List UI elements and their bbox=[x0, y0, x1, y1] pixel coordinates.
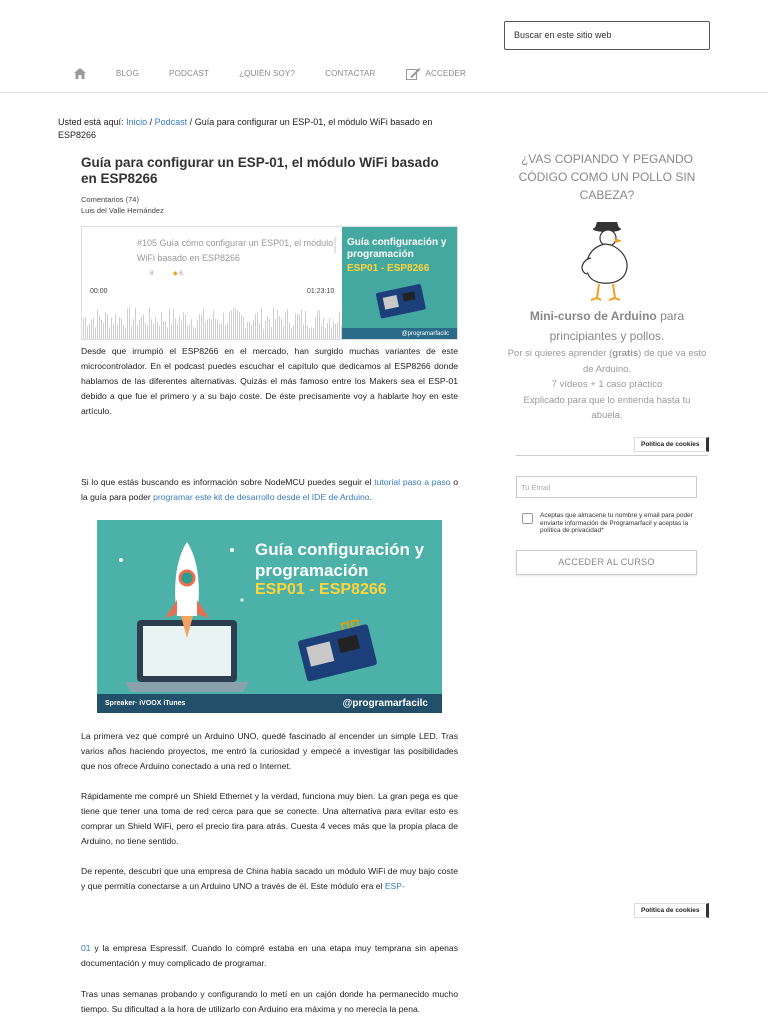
banner-subtitle: ESP01 - ESP8266 bbox=[255, 581, 387, 598]
waveform-bar bbox=[193, 327, 194, 339]
waveform-bar bbox=[183, 312, 184, 339]
waveform-bar bbox=[171, 324, 172, 339]
breadcrumb-current: Guía para configurar un ESP-01, el módulo WiFi basado en ESP8266 bbox=[58, 117, 433, 140]
p5-text: De repente, descubrí que una empresa de China había sacado un módulo WiFi de muy bajo coste y que permitía conectarse a un Arduino UNO a través de él. Este módulo era el bbox=[81, 866, 458, 891]
home-icon[interactable] bbox=[74, 68, 86, 79]
waveform-bar bbox=[141, 317, 142, 339]
consent-checkbox[interactable] bbox=[522, 513, 533, 524]
waveform-bar bbox=[175, 319, 176, 339]
waveform-bar bbox=[125, 328, 126, 339]
episode-cover bbox=[342, 227, 457, 340]
waveform-bar bbox=[237, 310, 238, 339]
waveform-bar bbox=[155, 317, 156, 339]
podcast-player[interactable] bbox=[81, 226, 458, 340]
waveform-bar bbox=[139, 320, 140, 339]
waveform-bar bbox=[191, 319, 192, 339]
waveform-bar bbox=[327, 323, 328, 339]
page-title: Guía para configurar un ESP-01, el módulo WiFi basado en ESP8266 bbox=[81, 155, 439, 186]
paragraph-7: Tras unas semanas probando y configurando lo metí en un cajón donde ha permanecido mucho tiempo. Su dificultad a la hora de utilizarlo con Arduino era máxima y no merecía la pena. bbox=[81, 989, 458, 1014]
waveform-bar bbox=[337, 322, 338, 339]
waveform-bar bbox=[129, 308, 130, 339]
waveform-bar bbox=[127, 308, 128, 339]
waveform-bar bbox=[323, 318, 324, 339]
waveform-bar bbox=[199, 314, 200, 339]
mini-course-rest: para principiantes y pollos. bbox=[549, 309, 685, 343]
waveform-bar bbox=[211, 319, 212, 339]
waveform-bar bbox=[179, 316, 180, 339]
waveform-bar bbox=[261, 308, 262, 339]
tutorial-link[interactable]: tutorial paso a paso bbox=[374, 477, 451, 487]
waveform-bar bbox=[289, 323, 290, 339]
comments-count: 6 bbox=[179, 271, 183, 277]
cover-title: Guía configuración y programación bbox=[347, 237, 447, 260]
star-icon: ◆ bbox=[173, 271, 178, 277]
waveform-bar bbox=[339, 312, 340, 339]
waveform-bar bbox=[101, 320, 102, 339]
waveform-bar bbox=[301, 310, 302, 339]
waveform-bar bbox=[269, 319, 270, 339]
time-start: 00:00 bbox=[90, 288, 108, 295]
article-banner bbox=[97, 520, 442, 713]
waveform-bar bbox=[205, 322, 206, 339]
cookies-button-2[interactable]: Política de cookies bbox=[634, 903, 709, 918]
waveform-bar bbox=[163, 321, 164, 339]
waveform-bar bbox=[207, 319, 208, 339]
consent-text: Aceptas que almacene tu nombre y email para poder enviarte información de Programarfacil y aceptas la política de privacidad* bbox=[540, 512, 693, 534]
waveform-bar bbox=[283, 326, 284, 339]
waveform-bar bbox=[187, 326, 188, 339]
breadcrumb bbox=[58, 116, 448, 142]
p2-text-c: . bbox=[369, 492, 372, 502]
waveform-bar bbox=[115, 314, 116, 339]
waveform-bar bbox=[245, 328, 246, 339]
waveform-bar bbox=[319, 310, 320, 339]
waveform-bar bbox=[235, 309, 236, 339]
waveform-bar bbox=[85, 317, 86, 339]
waveform-bar bbox=[87, 326, 88, 339]
waveform-bar bbox=[329, 318, 330, 339]
waveform-bar bbox=[147, 325, 148, 339]
waveform-bar bbox=[315, 317, 316, 339]
waveform-bar bbox=[247, 322, 248, 339]
waveform-bar bbox=[213, 311, 214, 339]
paragraph-2 bbox=[81, 475, 458, 505]
waveform-bar bbox=[227, 323, 228, 339]
waveform-bar bbox=[215, 319, 216, 339]
waveform-bar bbox=[89, 324, 90, 339]
waveform-bar bbox=[331, 328, 332, 339]
waveform-bar bbox=[305, 311, 306, 339]
waveform-bar bbox=[203, 308, 204, 339]
waveform-bar bbox=[297, 314, 298, 339]
waveform-bar bbox=[281, 319, 282, 339]
waveform-bar bbox=[209, 318, 210, 339]
paragraph-5 bbox=[81, 864, 458, 894]
banner-sources: Spreaker· iVOOX iTunes bbox=[105, 700, 186, 707]
waveform-bar bbox=[221, 324, 222, 339]
cover-subtitle: ESP01 - ESP8266 bbox=[347, 263, 430, 274]
waveform-bar bbox=[95, 327, 96, 339]
sidebar-question: ¿VAS COPIANDO Y PEGANDO CÓDIGO COMO UN POLLO SIN CABEZA? bbox=[518, 152, 696, 202]
nav-acceder-label: ACCEDER bbox=[425, 68, 467, 78]
breadcrumb-home[interactable]: Inicio bbox=[126, 117, 148, 127]
author: Luis del Valle Hernández bbox=[81, 206, 164, 215]
waveform-bar bbox=[257, 313, 258, 339]
waveform-bar bbox=[131, 326, 132, 339]
comments-link[interactable]: Comentarios (74) bbox=[81, 195, 139, 204]
nav-quien-soy[interactable]: ¿QUIÉN SOY? bbox=[239, 68, 296, 78]
waveform-bar bbox=[267, 316, 268, 339]
ide-link[interactable]: programar este kit de desarrollo desde el IDE de Arduino bbox=[153, 492, 370, 502]
waveform-bar bbox=[197, 320, 198, 339]
chicken-illustration bbox=[577, 214, 637, 302]
waveform-bar bbox=[263, 329, 264, 339]
header-divider bbox=[0, 92, 768, 93]
waveform-bar bbox=[113, 324, 114, 339]
waveform-bar bbox=[271, 327, 272, 339]
waveform-bar bbox=[185, 315, 186, 339]
nav-podcast[interactable]: PODCAST bbox=[169, 68, 210, 78]
paragraph-6 bbox=[81, 941, 458, 971]
main-nav bbox=[74, 64, 496, 82]
waveform-bar bbox=[103, 323, 104, 339]
episode-title[interactable]: #105 Guía cómo configurar un ESP01, el módulo WiFi basado en ESP8266 bbox=[137, 238, 334, 263]
desc-bold: gratis bbox=[612, 348, 639, 359]
waveform-bar bbox=[219, 323, 220, 339]
waveform-bar bbox=[119, 317, 120, 339]
waveform-bar bbox=[321, 326, 322, 339]
sidebar-line-3: Explicado para que lo entienda hasta tu abuela. bbox=[523, 394, 691, 421]
sidebar-optin bbox=[507, 150, 707, 424]
waveform-bar bbox=[255, 314, 256, 339]
waveform-bar bbox=[161, 312, 162, 339]
waveform-bar bbox=[285, 312, 286, 339]
waveform-bar bbox=[159, 326, 160, 339]
waveform-bar bbox=[91, 319, 92, 339]
banner-footer bbox=[97, 694, 442, 713]
nav-blog[interactable]: BLOG bbox=[116, 68, 140, 78]
waveform-bar bbox=[275, 319, 276, 339]
waveform-bar bbox=[273, 307, 274, 339]
esp01-module-icon bbox=[372, 282, 432, 322]
waveform-bar bbox=[317, 311, 318, 339]
waveform-bar bbox=[231, 310, 232, 339]
desc-a: Por si quieres aprender ( bbox=[507, 348, 613, 359]
waveform-bar bbox=[109, 327, 110, 339]
waveform-bar bbox=[309, 328, 310, 339]
waveform-bar bbox=[293, 326, 294, 339]
waveform-bar bbox=[83, 318, 84, 339]
waveform-bar bbox=[225, 326, 226, 339]
waveform-bar bbox=[311, 327, 312, 339]
esp01-link-cont[interactable]: 01 bbox=[81, 943, 91, 953]
waveform-bar bbox=[333, 321, 334, 339]
waveform-bar bbox=[195, 328, 196, 339]
waveform-bar bbox=[253, 320, 254, 339]
waveform-bar bbox=[217, 319, 218, 339]
episode-stats bbox=[150, 270, 183, 277]
breadcrumb-sep: / bbox=[149, 117, 153, 127]
search-input[interactable]: Buscar en este sitio web bbox=[504, 21, 710, 50]
mini-course-title: Mini-curso de Arduino bbox=[529, 309, 657, 323]
waveform-bar bbox=[241, 315, 242, 339]
waveform-bar bbox=[107, 315, 108, 339]
waveform-bar bbox=[291, 328, 292, 339]
nav-acceder[interactable] bbox=[406, 67, 467, 80]
waveform-bar bbox=[189, 324, 190, 339]
waveform-bar bbox=[149, 307, 150, 339]
waveform-bar bbox=[279, 316, 280, 339]
waveform-bar bbox=[105, 312, 106, 339]
p6-text: y la empresa Espressif. Cuando lo compré estaba en una etapa muy temprana sin apenas documentación y muy complicado de programar. bbox=[81, 943, 458, 968]
email-field[interactable]: Tu Email bbox=[516, 476, 697, 498]
form-divider bbox=[516, 455, 708, 456]
waveform-bar bbox=[295, 313, 296, 339]
waveform-bar bbox=[123, 325, 124, 339]
p2-text-b: o la guía para poder bbox=[81, 477, 458, 502]
waveform-bar bbox=[277, 310, 278, 339]
waveform-bar bbox=[93, 318, 94, 339]
waveform-bar bbox=[97, 310, 98, 339]
waveform-bar bbox=[177, 324, 178, 339]
privacy-consent bbox=[522, 512, 707, 535]
waveform-bar bbox=[173, 310, 174, 339]
waveform-bar bbox=[157, 322, 158, 339]
cover-handle: @programarfacilc bbox=[342, 328, 457, 340]
time-end: 01:23:10 bbox=[307, 288, 335, 295]
waveform-bar bbox=[229, 312, 230, 339]
article-header bbox=[81, 155, 458, 216]
waveform-bar bbox=[259, 323, 260, 339]
waveform-bar bbox=[265, 321, 266, 339]
sidebar-description bbox=[507, 346, 707, 377]
waveform-bar bbox=[249, 321, 250, 339]
player-brand: Spreaker bbox=[333, 237, 338, 254]
waveform-bar bbox=[143, 314, 144, 339]
sidebar-mini-course bbox=[507, 306, 707, 346]
waveform-bar bbox=[201, 315, 202, 339]
waveform-bar bbox=[117, 326, 118, 339]
waveform-bar bbox=[233, 308, 234, 339]
waveform[interactable] bbox=[82, 305, 344, 339]
waveform-bar bbox=[99, 316, 100, 339]
waveform-bar bbox=[299, 314, 300, 339]
waveform-bar bbox=[307, 325, 308, 339]
waveform-bar bbox=[181, 320, 182, 339]
waveform-bar bbox=[111, 318, 112, 339]
waveform-bar bbox=[287, 309, 288, 339]
paragraph-4: Rápidamente me compré un Shield Ethernet y la verdad, funciona muy bien. La gran pega es que tiene que tener una toma de red cerca para que se conecte. Una alternativa para evitar esto es comprar un Shield WiFi, pero el precio tira para atrás. Cuesta 4 veces más que la propia placa de Arduino, no tiene sentido. bbox=[81, 791, 458, 846]
paragraph-1: Desde que irrumpió el ESP8266 en el mercado, han surgido muchas variantes de este microcontrolador. En el podcast puedes escuchar el capítulo que dedicamos al ESP8266 donde hablamos de las diferentes alternativas. Quizás el más famoso entre los Makers sea el ESP-01 debido a que fue el primero y a su bajo coste. De éste precisamente voy a hablarte hoy en este artículo. bbox=[81, 346, 458, 416]
waveform-bar bbox=[165, 321, 166, 339]
waveform-bar bbox=[325, 328, 326, 339]
p2-text-a: Si lo que estás buscando es información sobre NodeMCU puedes seguir el bbox=[81, 477, 375, 487]
edit-icon bbox=[406, 67, 421, 80]
waveform-bar bbox=[137, 325, 138, 339]
waveform-bar bbox=[151, 319, 152, 339]
access-course-button[interactable]: ACCEDER AL CURSO bbox=[516, 550, 697, 575]
breadcrumb-prefix: Usted está aquí: bbox=[58, 117, 124, 127]
banner-title: Guía configuración y programación bbox=[255, 540, 425, 580]
waveform-bar bbox=[169, 309, 170, 339]
waveform-bar bbox=[135, 308, 136, 339]
nav-contactar[interactable]: CONTACTAR bbox=[325, 68, 376, 78]
waveform-bar bbox=[243, 317, 244, 339]
waveform-bar bbox=[133, 319, 134, 339]
esp01-link[interactable]: ESP- bbox=[384, 881, 405, 891]
waveform-bar bbox=[167, 327, 168, 339]
likes-count: 8 bbox=[150, 271, 154, 277]
waveform-bar bbox=[223, 313, 224, 339]
waveform-bar bbox=[239, 313, 240, 339]
cookies-button[interactable]: Política de cookies bbox=[634, 437, 709, 452]
waveform-bar bbox=[335, 324, 336, 339]
paragraph-3: La primera vez que compré un Arduino UNO, quedé fascinado al encender un simple LED. Tras varios años haciendo proyectos, me entró la curiosidad y empecé a investigar las posibilidades que nos ofrece Arduino conectado a una red o Internet. bbox=[81, 731, 458, 771]
banner-handle: @programarfacilc bbox=[342, 698, 428, 709]
waveform-bar bbox=[313, 329, 314, 339]
breadcrumb-sep: / bbox=[189, 117, 193, 127]
breadcrumb-podcast[interactable]: Podcast bbox=[154, 117, 188, 127]
sidebar-line-2: 7 vídeos + 1 caso práctico bbox=[551, 379, 663, 390]
desc-b: ) de qué va esto de Arduino. bbox=[582, 348, 707, 375]
waveform-bar bbox=[303, 324, 304, 339]
waveform-bar bbox=[153, 324, 154, 339]
waveform-bar bbox=[251, 324, 252, 339]
waveform-bar bbox=[145, 323, 146, 339]
waveform-bar bbox=[121, 318, 122, 339]
